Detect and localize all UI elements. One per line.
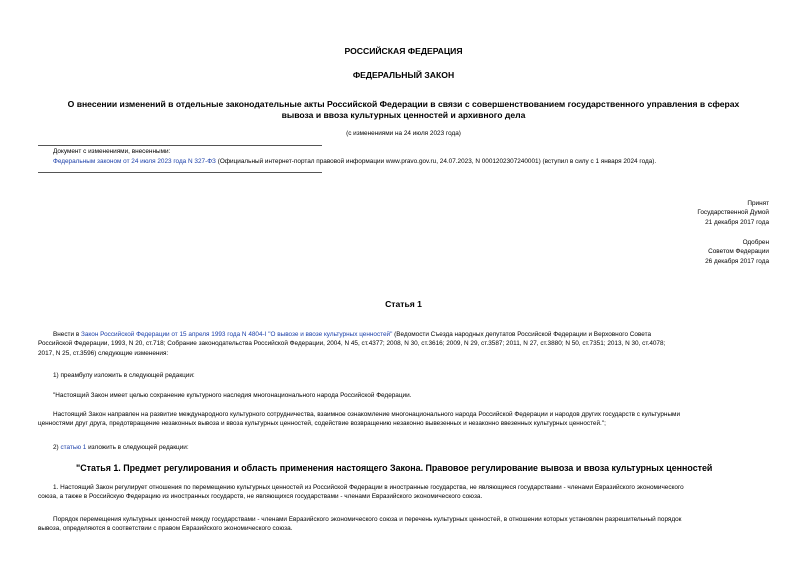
- changes-entry: [53, 157, 773, 166]
- law-title-line2: вывоза и ввоза культурных ценностей и архивного дела: [281, 110, 526, 120]
- doc-type-heading: ФЕДЕРАЛЬНЫЙ ЗАКОН: [352, 70, 455, 80]
- approval-block: [560, 238, 769, 266]
- adopted-by: Государственной Думой: [697, 209, 769, 217]
- item2: [53, 443, 189, 452]
- item1: 1) преамбулу изложить в следующей редакции:: [53, 372, 195, 379]
- intro-rest: (Ведомости Съезда народных депутатов Российской Федерации и Верховного Совета: [392, 331, 652, 338]
- revision-note: (с изменениями на 24 июля 2023 года): [346, 130, 461, 137]
- item2-prefix: 2): [53, 444, 61, 451]
- adopted-date: 21 декабря 2017 года: [705, 218, 769, 226]
- approved-by: Советом Федерации: [708, 248, 769, 256]
- amending-law-details: (Официальный интернет-портал правовой информации www.pravo.gov.ru, 24.07.2023, N 0001202307240001) (вступил в силу с 1 января 2024 года).: [215, 158, 657, 165]
- changes-label: Документ с изменениями, внесенными:: [53, 148, 171, 155]
- law-4804-link[interactable]: Закон Российской Федерации от 15 апреля 1993 года N 4804-I "О вывозе и ввозе культурных ценностей": [80, 331, 393, 338]
- intro-prefix: Внести в: [53, 331, 81, 338]
- article1-heading: Статья 1: [385, 299, 422, 309]
- intro-line3: 2017, N 25, ст.3596) следующие изменения:: [38, 349, 169, 357]
- article1-link[interactable]: статью 1: [60, 444, 87, 451]
- top-divider: [38, 145, 322, 146]
- para2-line2: вывоза, определяются в соответствии с правом Евразийского экономического союза.: [38, 525, 293, 533]
- country-heading: РОССИЙСКАЯ ФЕДЕРАЦИЯ: [344, 46, 463, 56]
- para1-line1: 1. Настоящий Закон регулирует отношения по перемещению культурных ценностей из Российской Федерации в иностранные государства, не являющиеся государствами - членами Евразийского экономического: [53, 484, 684, 491]
- para2: [38, 515, 769, 534]
- approved-label: Одобрен: [742, 239, 769, 246]
- para1: [38, 483, 769, 502]
- quote2: [38, 410, 769, 429]
- quote2-line2: ценностями друг друга, предотвращение незаконных вывоза и ввоза культурных ценностей, содействие возвращению незаконно вывезенных и незаконно ввезенных культурных ценностей.";: [38, 420, 606, 428]
- amending-law-link[interactable]: Федеральным законом от 24 июля 2023 года N 327-ФЗ: [53, 158, 216, 165]
- adoption-block: [560, 199, 769, 227]
- quote1: "Настоящий Закон имеет целью сохранение культурного наследия многонационального народа Российской Федерации.: [53, 392, 412, 399]
- law-title-line1: О внесении изменений в отдельные законодательные акты Российской Федерации в связи с совершенствованием государственного управления в сферах: [67, 99, 740, 109]
- intro-line2: Российской Федерации, 1993, N 20, ст.718; Собрание законодательства Российской Федерации, 2004, N 45, ст.4377; 2008, N 30, ст.3616; 2009, N 29, ст.3587; 2011, N 27, ст.3880; N 50, ст.7351; 2013, N 30, ст.4078;: [38, 340, 666, 348]
- subarticle-title: "Статья 1. Предмет регулирования и область применения настоящего Закона. Правовое регулирование вывоза и ввоза культурных ценностей: [76, 463, 713, 473]
- approved-date: 26 декабря 2017 года: [705, 257, 769, 265]
- para2-line1: Порядок перемещения культурных ценностей между государствами - членами Евразийского экономического союза и перечень культурных ценностей, в отношении которых установлен разрешительный порядок: [53, 516, 682, 523]
- bottom-divider: [38, 172, 322, 173]
- article1-intro: [38, 330, 769, 358]
- item2-rest: изложить в следующей редакции:: [86, 444, 189, 451]
- law-title: [0, 99, 807, 121]
- para1-line2: союза, а также в Российскую Федерацию из иностранных государств, не являющихся государствами - членами Евразийского экономического союза.: [38, 493, 483, 501]
- quote2-line1: Настоящий Закон направлен на развитие международного культурного сотрудничества, взаимное ознакомление многонационального народа Российской Федерации и народов других государств с культурными: [53, 411, 681, 418]
- adopted-label: Принят: [747, 200, 769, 207]
- intro-line1: [38, 330, 769, 339]
